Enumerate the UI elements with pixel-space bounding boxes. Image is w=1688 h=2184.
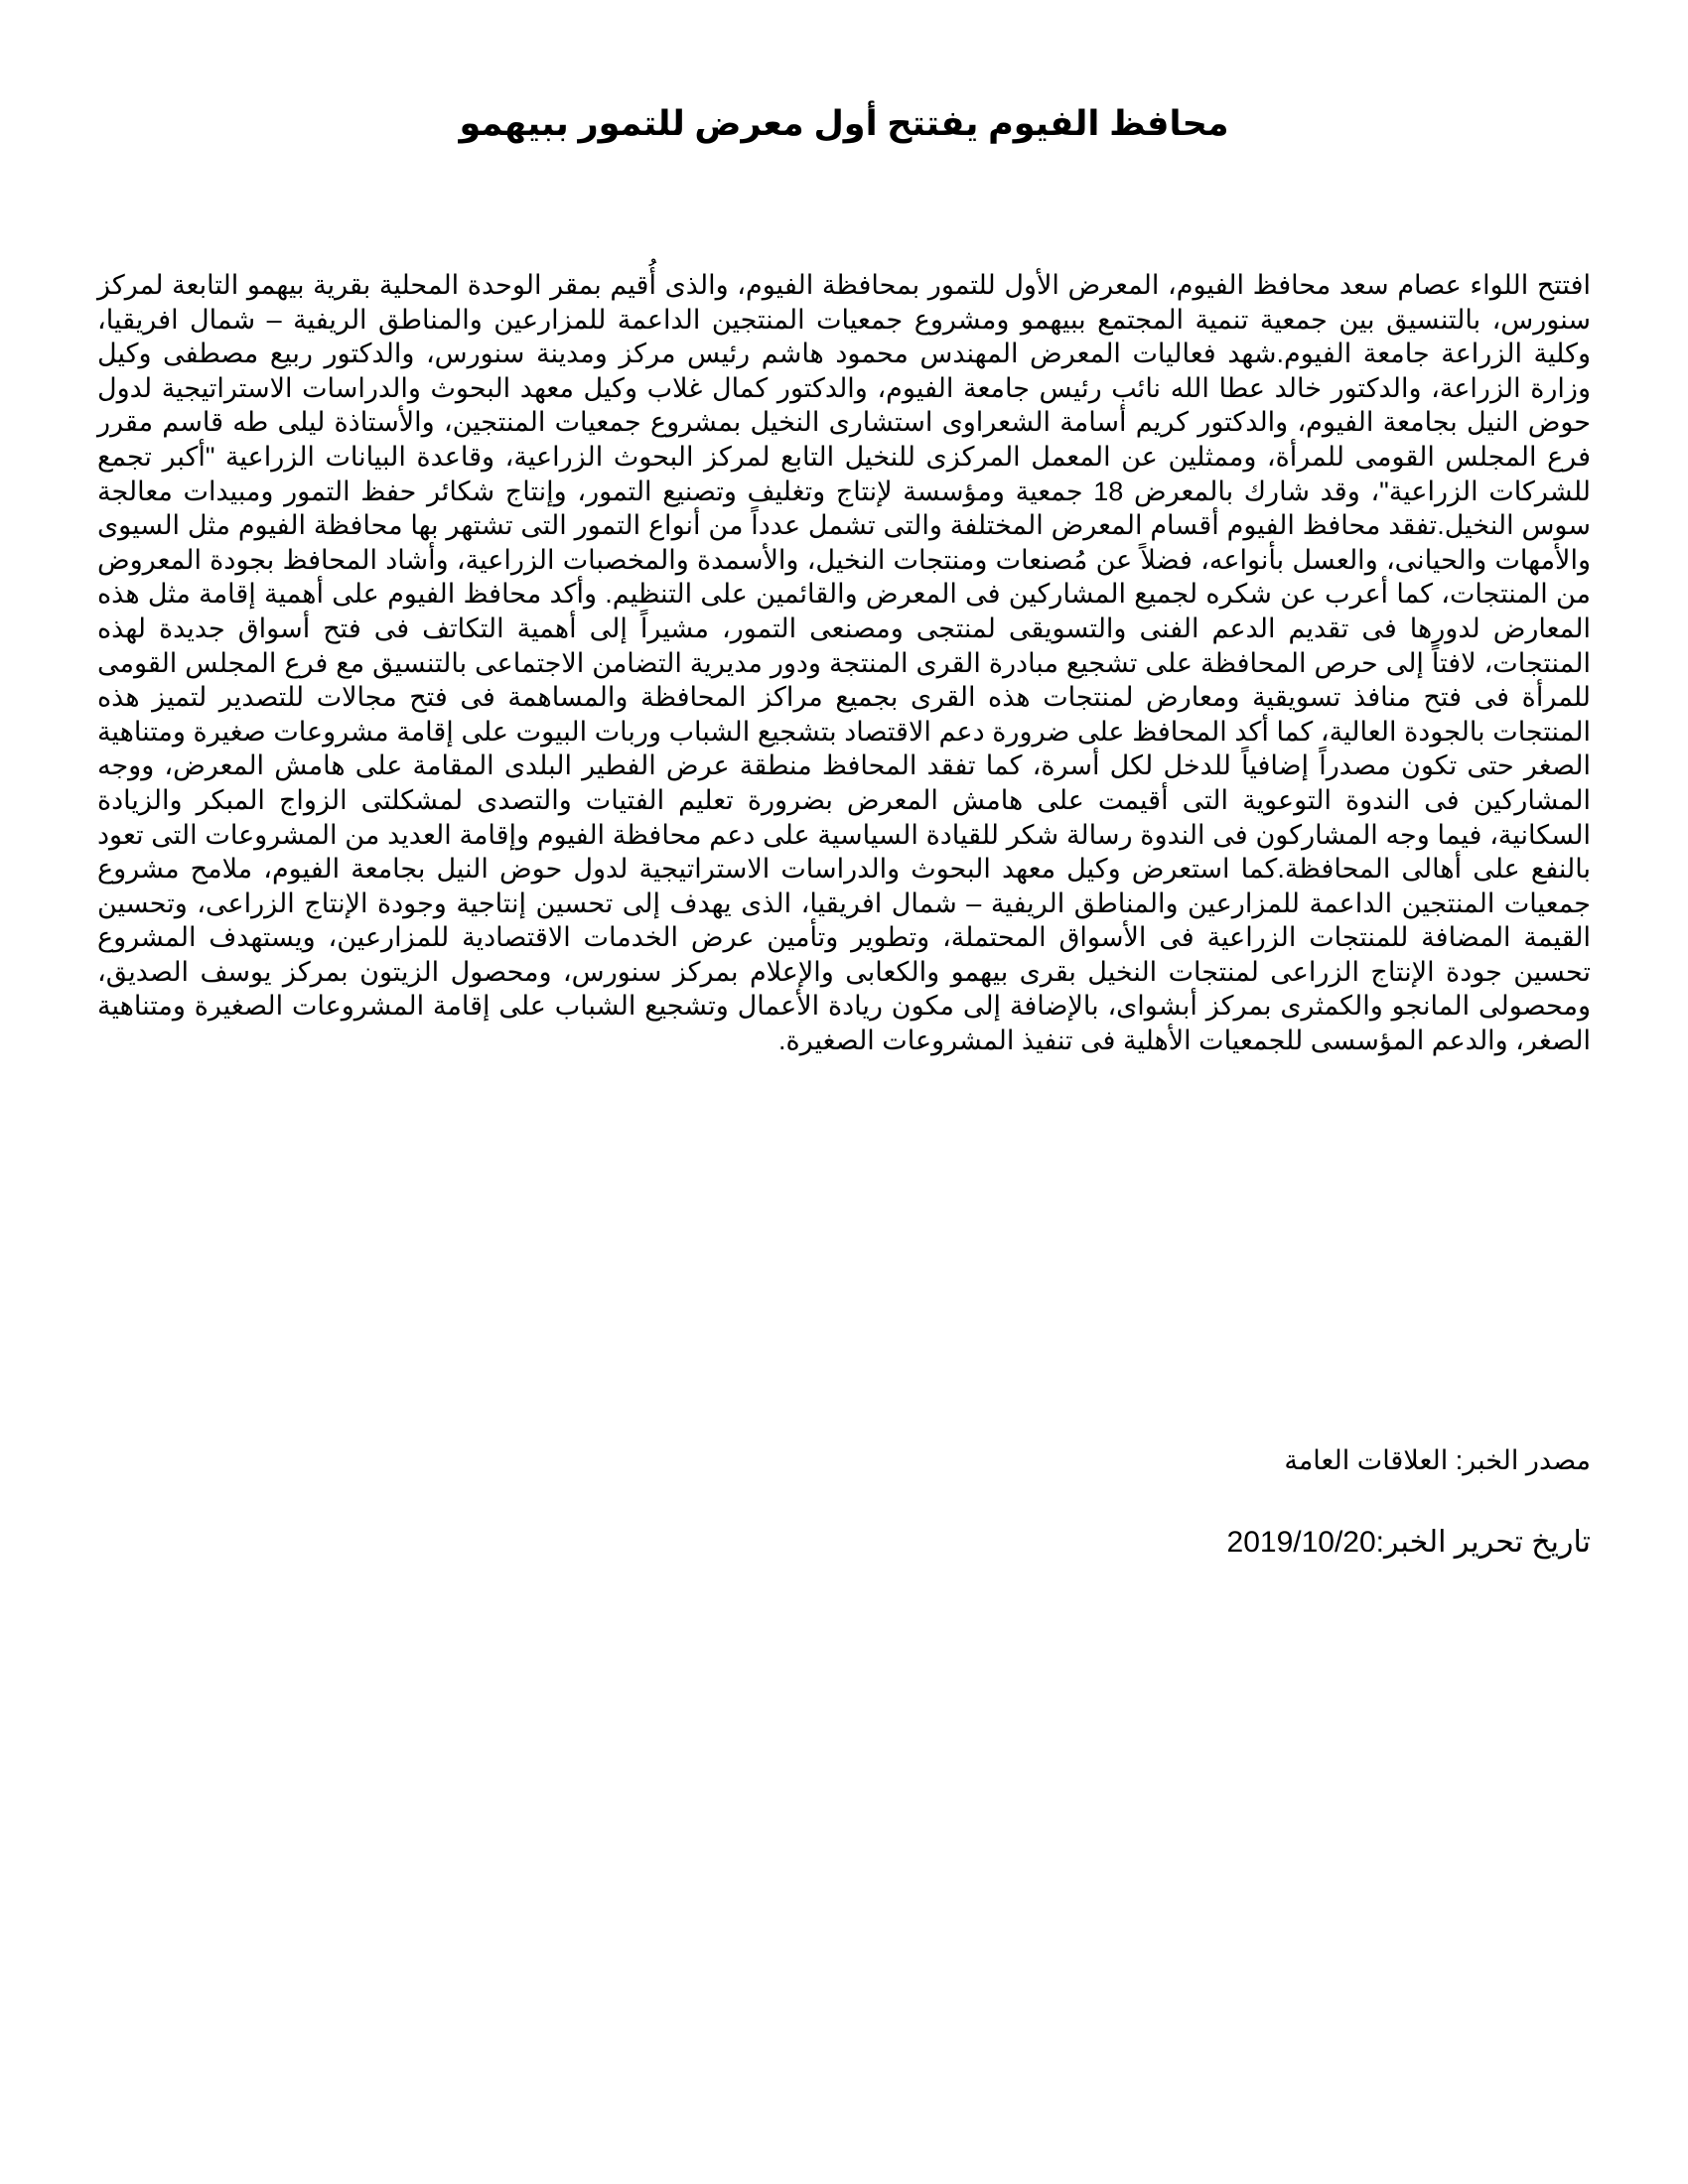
edit-date-label: تاريخ تحرير الخبر: (1375, 1526, 1591, 1559)
edit-date (97, 1523, 1591, 1563)
article-title: محافظ الفيوم يفتتح أول معرض للتمور ببيهمو (459, 104, 1229, 143)
news-source: مصدر الخبر: العلاقات العامة (1284, 1445, 1591, 1475)
article-body: افتتح اللواء عصام سعد محافظ الفيوم، المعرض الأول للتمور بمحافظة الفيوم، والذى أُقيم بمقر الوحدة المحلية بقرية بيهمو التابعة لمركز سنورس، بالتنسيق بين جمعية تنمية المجتمع ببيهمو ومشروع جمعيات المنتجين الداعمة للمزارعين والمناطق الريفية – شمال افريقيا، وكلية الزراعة جامعة الفيوم.شهد فعاليات المعرض المهندس محمود هاشم رئيس مركز ومدينة سنورس، والدكتور ربيع مصطفى وكيل وزارة الزراعة، والدكتور خالد عطا الله نائب رئيس جامعة الفيوم، والدكتور كمال غلاب وكيل معهد البحوث والدراسات الاستراتيجية لدول حوض النيل بجامعة الفيوم، والدكتور كريم أسامة الشعراوى استشارى النخيل بمشروع جمعيات المنتجين، والأستاذة ليلى طه قاسم مقرر فرع المجلس القومى للمرأة، وممثلين عن المعمل المركزى للنخيل التابع لمركز البحوث الزراعية، وقاعدة البيانات الزراعية "أكبر تجمع للشركات الزراعية"، وقد شارك بالمعرض 18 جمعية ومؤسسة لإنتاج وتغليف وتصنيع التمور، وإنتاج شكائر حفظ التمور ومبيدات معالجة سوس النخيل.تفقد محافظ الفيوم أقسام المعرض المختلفة والتى تشمل عدداً من أنواع التمور التى تشتهر بها محافظة الفيوم مثل السيوى والأمهات والحيانى، والعسل بأنواعه، فضلاً عن مُصنعات ومنتجات النخيل، والأسمدة والمخصبات الزراعية، وأشاد المحافظ بجودة المعروض من المنتجات، كما أعرب عن شكره لجميع المشاركين فى المعرض والقائمين على التنظيم. وأكد محافظ الفيوم على أهمية إقامة مثل هذه المعارض لدورها فى تقديم الدعم الفنى والتسويقى لمنتجى ومصنعى التمور، مشيراً إلى أهمية التكاتف فى فتح أسواق جديدة لهذه المنتجات، لافتاً إلى حرص المحافظة على تشجيع مبادرة القرى المنتجة ودور مديرية التضامن الاجتماعى بالتنسيق مع فرع المجلس القومى للمرأة فى فتح منافذ تسويقية ومعارض لمنتجات هذه القرى بجميع مراكز المحافظة والمساهمة فى فتح مجالات للتصدير لتميز هذه المنتجات بالجودة العالية، كما أكد المحافظ على ضرورة دعم الاقتصاد بتشجيع الشباب وربات البيوت على إقامة مشروعات صغيرة ومتناهية الصغر حتى تكون مصدراً إضافياً للدخل لكل أسرة، كما تفقد المحافظ منطقة عرض الفطير البلدى المقامة على هامش المعرض، ووجه المشاركين فى الندوة التوعوية التى أقيمت على هامش المعرض بضرورة تعليم الفتيات والتصدى لمشكلتى الزواج المبكر والزيادة السكانية، فيما وجه المشاركون فى الندوة رسالة شكر للقيادة السياسية على دعم محافظة الفيوم وإقامة العديد من المشروعات التى تعود بالنفع على أهالى المحافظة.كما استعرض وكيل معهد البحوث والدراسات الاستراتيجية لدول حوض النيل بجامعة الفيوم، ملامح مشروع جمعيات المنتجين الداعمة للمزارعين والمناطق الريفية – شمال افريقيا، الذى يهدف إلى تحسين إنتاجية وجودة الإنتاج الزراعى، وتحسين القيمة المضافة للمنتجات الزراعية فى الأسواق المحتملة، وتطوير وتأمين عرض الخدمات الاقتصادية للمزارعين، ويستهدف المشروع تحسين جودة الإنتاج الزراعى لمنتجات النخيل بقرى بيهمو والكعابى والإعلام بمركز سنورس، ومحصول الزيتون بمركز يوسف الصديق، ومحصولى المانجو والكمثرى بمركز أبشواى، بالإضافة إلى مكون ريادة الأعمال وتشجيع الشباب على إقامة المشروعات الصغيرة ومتناهية الصغر، والدعم المؤسسى للجمعيات الأهلية فى تنفيذ المشروعات الصغيرة. (97, 270, 1591, 1056)
edit-date-value: 2019/10/20 (1226, 1526, 1376, 1559)
